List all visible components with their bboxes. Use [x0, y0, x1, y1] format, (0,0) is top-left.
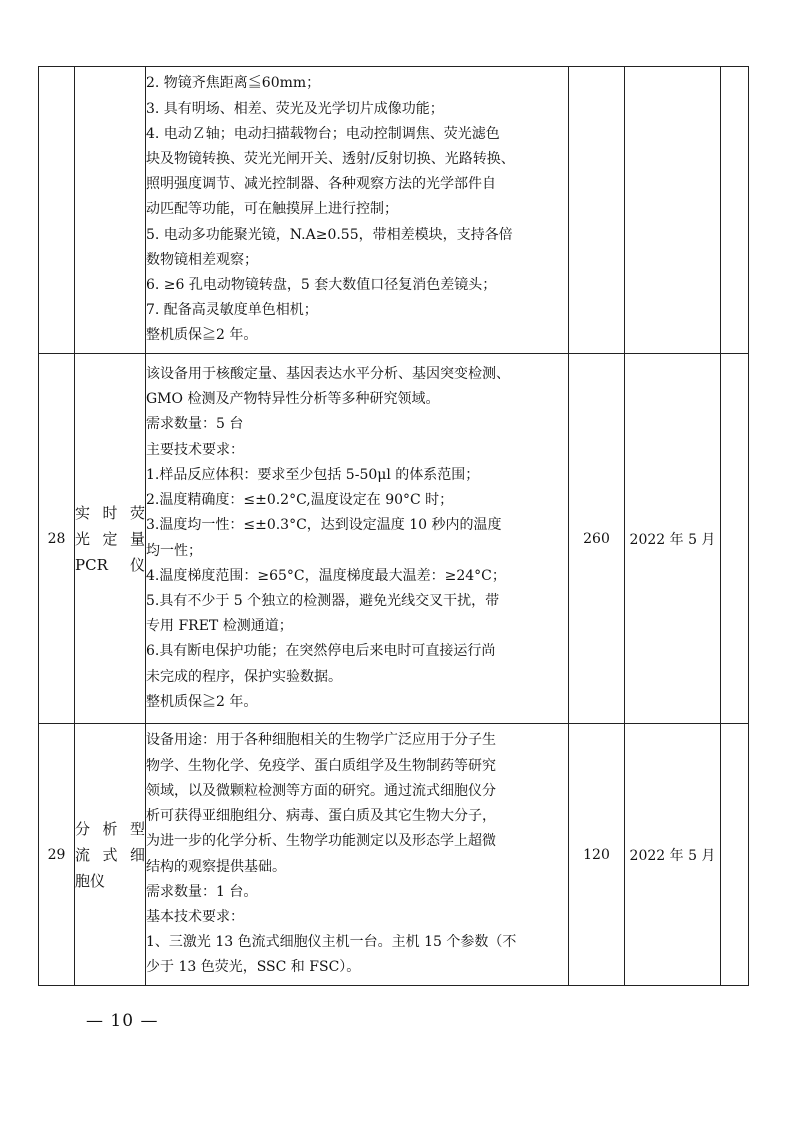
requirement-line: 3. 具有明场、相差、荧光及光学切片成像功能； — [146, 100, 444, 117]
requirement-line: 块及物镜转换、荧光光闸开关、透射/反射切换、光路转换、 — [146, 150, 515, 167]
requirement-line: 动匹配等功能，可在触摸屏上进行控制； — [146, 201, 398, 218]
amount-cell: 120 — [569, 724, 625, 986]
requirement-line: 设备用途：用于各种细胞相关的生物学广泛应用于分子生 — [146, 732, 496, 749]
item-name — [75, 354, 146, 724]
requirement-line: 需求数量：1 台。 — [146, 883, 258, 900]
requirement-line: 专用 FRET 检测通道； — [146, 618, 293, 635]
row-index: 28 — [39, 354, 75, 724]
requirement-line: 5.具有不少于 5 个独立的检测器，避免光线交叉干扰，带 — [146, 592, 500, 609]
table-row — [39, 67, 749, 354]
row-index — [39, 67, 75, 354]
page-number: — 10 — — [86, 1011, 159, 1031]
requirement-line: 2. 物镜齐焦距离≦60mm； — [146, 75, 321, 92]
requirement-line: 物学、生物化学、免疫学、蛋白质组学及生物制药等研究 — [146, 757, 496, 774]
requirement-line: 数物镜相差观察； — [146, 251, 258, 268]
item-name-line: 分析型 — [75, 819, 145, 838]
requirement-line: 6.具有断电保护功能；在突然停电后来电时可直接运行尚 — [146, 643, 496, 660]
amount-cell — [569, 67, 625, 354]
item-name-line: 胞仪 — [75, 871, 106, 890]
requirement-line: 照明强度调节、减光控制器、各种观察方法的光学部件自 — [146, 176, 496, 193]
remark-cell — [721, 354, 749, 724]
requirement-line: 领域，以及微颗粒检测等方面的研究。通过流式细胞仪分 — [146, 782, 496, 799]
requirement-line: 整机质保≧2 年。 — [146, 693, 258, 710]
requirement-line: 4. 电动Ｚ轴；电动扫描载物台；电动控制调焦、荧光滤色 — [146, 125, 500, 142]
requirement-line: 结构的观察提供基础。 — [146, 858, 286, 875]
date-cell: 2022 年 5 月 — [625, 354, 721, 724]
requirement-line: 1.样品反应体积：要求至少包括 5-50μl 的体系范围； — [146, 466, 480, 483]
row-index: 29 — [39, 724, 75, 986]
item-name-line: 光定量 — [75, 529, 145, 548]
requirement-line: 析可获得亚细胞组分、病毒、蛋白质及其它生物大分子， — [146, 808, 496, 825]
requirement-line: 3.温度均一性：≤±0.3°C，达到设定温度 10 秒内的温度 — [146, 517, 502, 534]
requirement-line: 均一性； — [146, 542, 202, 559]
table-row — [39, 724, 749, 986]
requirement-line: 未完成的程序，保护实验数据。 — [146, 668, 342, 685]
requirements-cell — [146, 67, 569, 354]
requirement-line: 2.温度精确度：≤±0.2°C,温度设定在 90°C 时； — [146, 492, 454, 509]
date-cell: 2022 年 5 月 — [625, 724, 721, 986]
procurement-table — [38, 66, 749, 986]
requirement-line: 少于 13 色荧光，SSC 和 FSC）。 — [146, 959, 361, 976]
item-name — [75, 67, 146, 354]
requirements-cell — [146, 724, 569, 986]
amount-cell: 260 — [569, 354, 625, 724]
requirement-line: 7. 配备高灵敏度单色相机； — [146, 302, 318, 319]
requirement-line: 需求数量：5 台 — [146, 416, 244, 433]
item-name — [75, 724, 146, 986]
requirement-line: 5. 电动多功能聚光镜，N.A≥0.55，带相差模块，支持各倍 — [146, 226, 513, 243]
requirement-line: 主要技术要求： — [146, 441, 244, 458]
item-name-line: 流式细 — [75, 845, 145, 864]
requirement-line: GMO 检测及产物特异性分析等多种研究领域。 — [146, 391, 440, 408]
requirement-line: 整机质保≧2 年。 — [146, 327, 258, 344]
requirement-line: 基本技术要求： — [146, 908, 244, 925]
requirement-line: 为进一步的化学分析、生物学功能测定以及形态学上超微 — [146, 833, 496, 850]
remark-cell — [721, 67, 749, 354]
item-name-line: PCR 仪 — [75, 555, 145, 574]
requirement-line: 1、三激光 13 色流式细胞仪主机一台。主机 15 个参数（不 — [146, 934, 517, 951]
requirement-line: 4.温度梯度范围：≥65°C，温度梯度最大温差：≥24°C； — [146, 567, 506, 584]
item-name-line: 实时荧 — [75, 503, 145, 522]
requirements-cell — [146, 354, 569, 724]
table-row — [39, 354, 749, 724]
requirement-line: 6. ≥6 孔电动物镜转盘，5 套大数值口径复消色差镜头； — [146, 277, 497, 293]
date-cell — [625, 67, 721, 354]
remark-cell — [721, 724, 749, 986]
requirement-line: 该设备用于核酸定量、基因表达水平分析、基因突变检测、 — [146, 366, 510, 383]
